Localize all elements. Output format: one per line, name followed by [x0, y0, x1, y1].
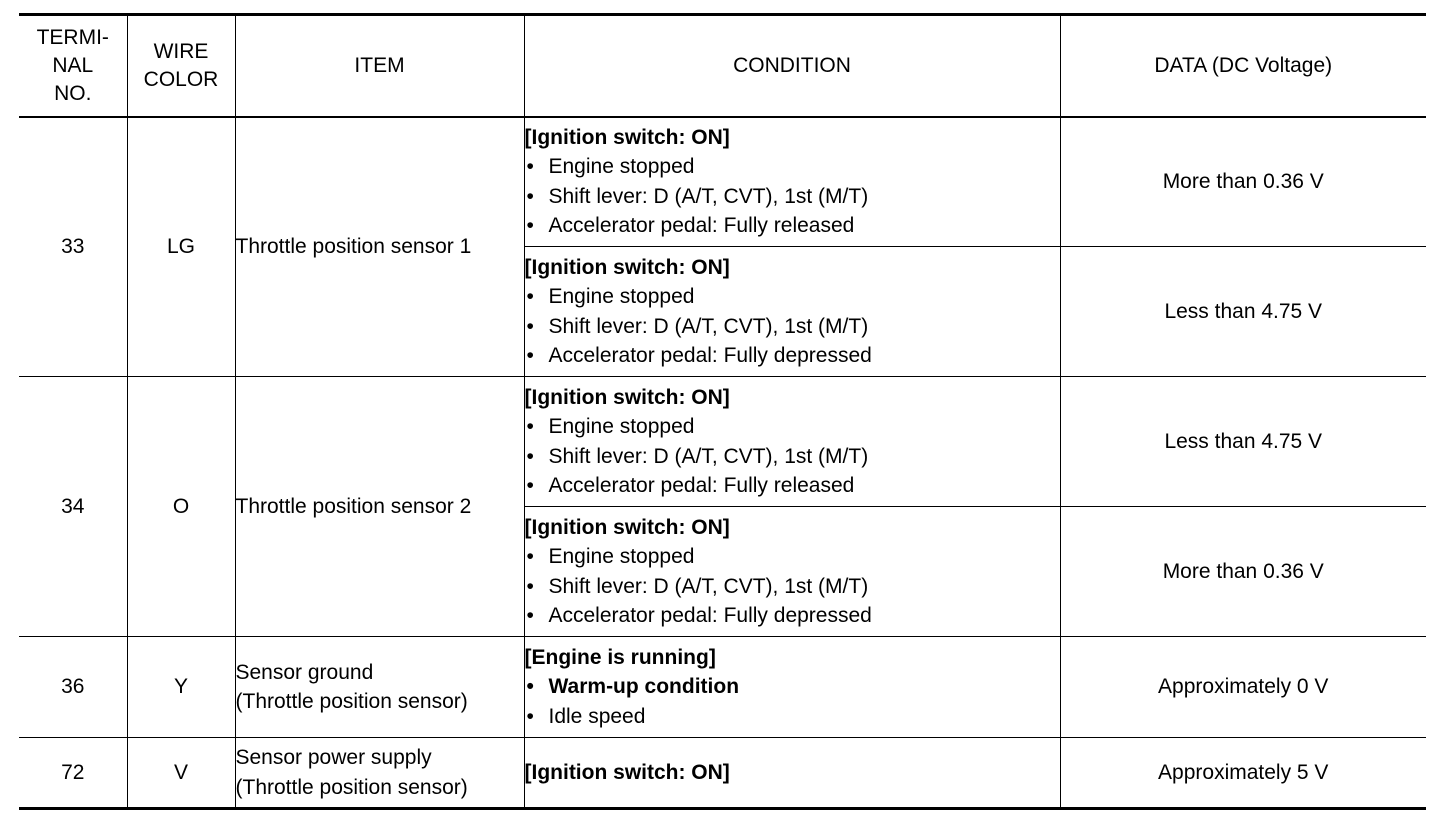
condition-heading: [Ignition switch: ON]	[524, 125, 730, 149]
condition-cell	[524, 637, 1060, 738]
item-name: Sensor power supply (Throttle position sensor)	[235, 738, 524, 809]
condition-item: • Warm-up condition	[525, 672, 1060, 702]
header-condition: CONDITION	[524, 15, 1060, 117]
condition-heading: [Engine is running]	[524, 645, 716, 669]
condition-heading: [Ignition switch: ON]	[524, 515, 730, 539]
condition-heading: [Ignition switch: ON]	[524, 760, 730, 784]
voltage-value: Approximately 5 V	[1060, 738, 1426, 809]
header-terminal-no: TERMI- NAL NO.	[19, 15, 127, 117]
condition-list	[525, 542, 1060, 631]
wire-color: Y	[127, 637, 235, 738]
condition-item: • Shift lever: D (A/T, CVT), 1st (M/T)	[525, 572, 1060, 602]
table-row	[19, 637, 1426, 738]
condition-item: • Shift lever: D (A/T, CVT), 1st (M/T)	[525, 182, 1060, 212]
terminal-number: 36	[19, 637, 127, 738]
condition-item: • Idle speed	[525, 702, 1060, 732]
condition-item: • Accelerator pedal: Fully depressed	[525, 341, 1060, 371]
condition-cell	[524, 377, 1060, 507]
terminal-number: 34	[19, 377, 127, 637]
table-row	[19, 377, 1426, 507]
wire-color: V	[127, 738, 235, 809]
voltage-value: Less than 4.75 V	[1060, 377, 1426, 507]
header-wire-color: WIRE COLOR	[127, 15, 235, 117]
table-row	[19, 117, 1426, 247]
condition-heading: [Ignition switch: ON]	[524, 255, 730, 279]
table-row	[19, 738, 1426, 809]
condition-cell	[524, 117, 1060, 247]
condition-cell	[524, 247, 1060, 377]
header-data: DATA (DC Voltage)	[1060, 15, 1426, 117]
item-name: Throttle position sensor 1	[235, 117, 524, 377]
condition-item: • Engine stopped	[525, 542, 1060, 572]
terminal-number: 33	[19, 117, 127, 377]
condition-item: • Engine stopped	[525, 282, 1060, 312]
condition-list	[525, 672, 1060, 731]
condition-item: • Engine stopped	[525, 412, 1060, 442]
condition-cell	[524, 738, 1060, 809]
terminal-number: 72	[19, 738, 127, 809]
condition-list	[525, 282, 1060, 371]
condition-list	[525, 152, 1060, 241]
wire-color: O	[127, 377, 235, 637]
condition-item: • Accelerator pedal: Fully released	[525, 471, 1060, 501]
item-name: Throttle position sensor 2	[235, 377, 524, 637]
terminal-spec-table	[19, 13, 1426, 810]
condition-item: • Accelerator pedal: Fully released	[525, 211, 1060, 241]
wire-color: LG	[127, 117, 235, 377]
condition-cell	[524, 507, 1060, 637]
item-name: Sensor ground (Throttle position sensor)	[235, 637, 524, 738]
condition-list	[525, 412, 1060, 501]
voltage-value: Approximately 0 V	[1060, 637, 1426, 738]
condition-item: • Engine stopped	[525, 152, 1060, 182]
condition-heading: [Ignition switch: ON]	[524, 385, 730, 409]
condition-item: • Shift lever: D (A/T, CVT), 1st (M/T)	[525, 312, 1060, 342]
voltage-value: More than 0.36 V	[1060, 117, 1426, 247]
voltage-value: Less than 4.75 V	[1060, 247, 1426, 377]
header-row	[19, 15, 1426, 117]
voltage-value: More than 0.36 V	[1060, 507, 1426, 637]
condition-item: • Shift lever: D (A/T, CVT), 1st (M/T)	[525, 442, 1060, 472]
condition-item: • Accelerator pedal: Fully depressed	[525, 601, 1060, 631]
header-item: ITEM	[235, 15, 524, 117]
